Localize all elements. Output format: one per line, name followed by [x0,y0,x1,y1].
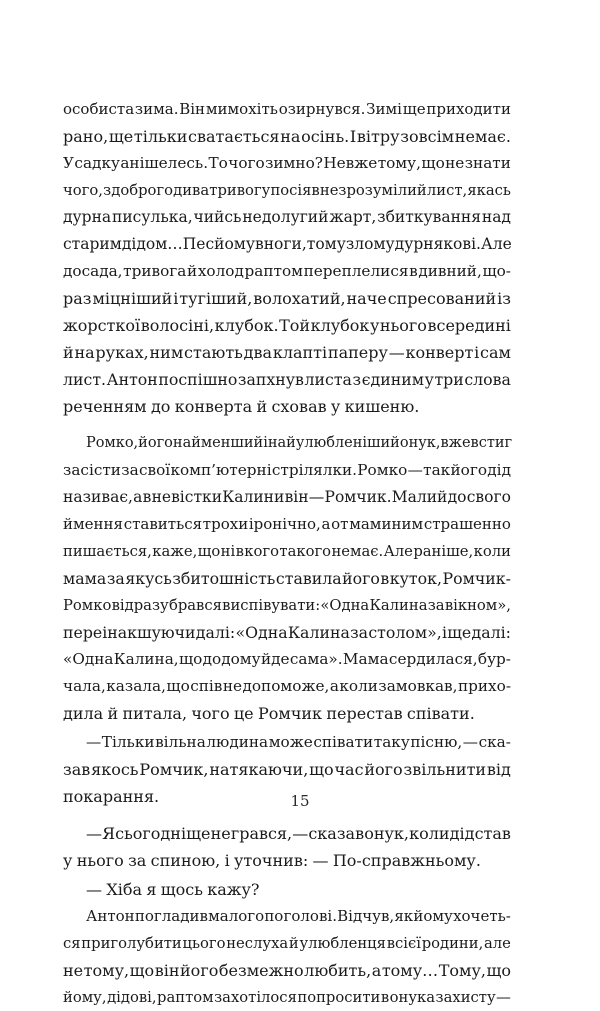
text-line: старим дідом… Пес йому в ноги, тому злому дурнякові. Але [63,235,512,253]
text-line: — Хіба я щось кажу? [86,880,260,899]
text-line: чого, з доброго дива тривогу посіяв незрозумілий лист, якась [63,182,511,199]
text-line: не тому, що він його безмежно любить, а тому… Тому, що [63,961,511,980]
page-number: 15 [290,792,310,810]
text-line: ймення ставиться трохи іронічно, а от маминим страшенно [63,515,511,533]
text-line: досада, тривога й холод раптом переплелися в дивний, що- [63,262,511,280]
text-line: ся приголубити цього неслуха й улюбленця всієї родини, але [63,935,511,952]
text-line: дила й питала, чого це Ромчик перестав співати. [63,704,475,723]
text-line: — Я сьогодні ще не грався, — сказав онук, коли дід став [86,824,511,843]
text-line: чала, казала, що спів не допоможе, а коли замовкав, прихо- [63,677,511,695]
text-line: раз міцніший і тугіший, волохатий, наче спресований із [63,289,511,308]
text-line: У садку анішелесь. То чого зимно? Невже тому, що не знати [63,154,511,172]
text-line: дурна писулька, чийсь недолугий жарт, збиткування над [63,208,511,226]
text-line: йому, дідові, раптом захотілося попросити в онука захисту — [63,989,511,1006]
text-line: пишається, каже, що ні в кого такого немає. Але раніше, коли [63,543,511,560]
text-line: лист. Антон поспішно запхнув листа з єдиним у три слова [63,370,511,389]
text-line: Ромко, його найменший і найулюбленіший онук, вже встиг [86,435,513,451]
text-line: особиста зима. Він мимохіть озирнувся. Зимі ще приходити [63,100,511,118]
text-line: мама за якусь збитошність ставила його в куток, Ромчик- [63,569,511,588]
text-line: рано, ще тільки сватається на осінь. І вітру зовсім немає. [63,127,511,146]
text-line: у нього за спиною, і уточнив: — По-справжньому. [63,851,481,870]
text-line: й на руках, ним стають два клапті паперу — конверт і сам [63,343,511,362]
text-line: називає, а в невістки Калини він — Ромчик. Малий до свого [63,488,511,506]
text-line: «Одна Калина, що додому йде сама». Мама сердилася, бур- [63,650,511,668]
text-line: жорсткої волосіні, клубок. Той клубок у нього всередині [63,316,511,335]
text-line: Ромко відразу брався виспівувати: «Одна Калина за вікном», [63,597,511,614]
text-line: реченням до конверта й сховав у кишеню. [63,397,420,416]
text-line: зав якось Ромчик, натякаючи, що час його звільнити від [63,760,511,779]
text-line: — Тільки вільна людина може співати таку пісню, — ска- [86,733,511,751]
text-line: переінакшуючи далі: «Одна Калина за столом», і ще далі: [63,623,511,642]
text-line: засісти за свої комп’ютерні стрілялки. Ромко — так його дід [63,461,511,479]
body-text [63,96,511,1011]
text-line: покарання. [63,787,160,806]
text-line: Антон погладив малого по голові. Відчув, як йому хочеть- [86,907,511,925]
